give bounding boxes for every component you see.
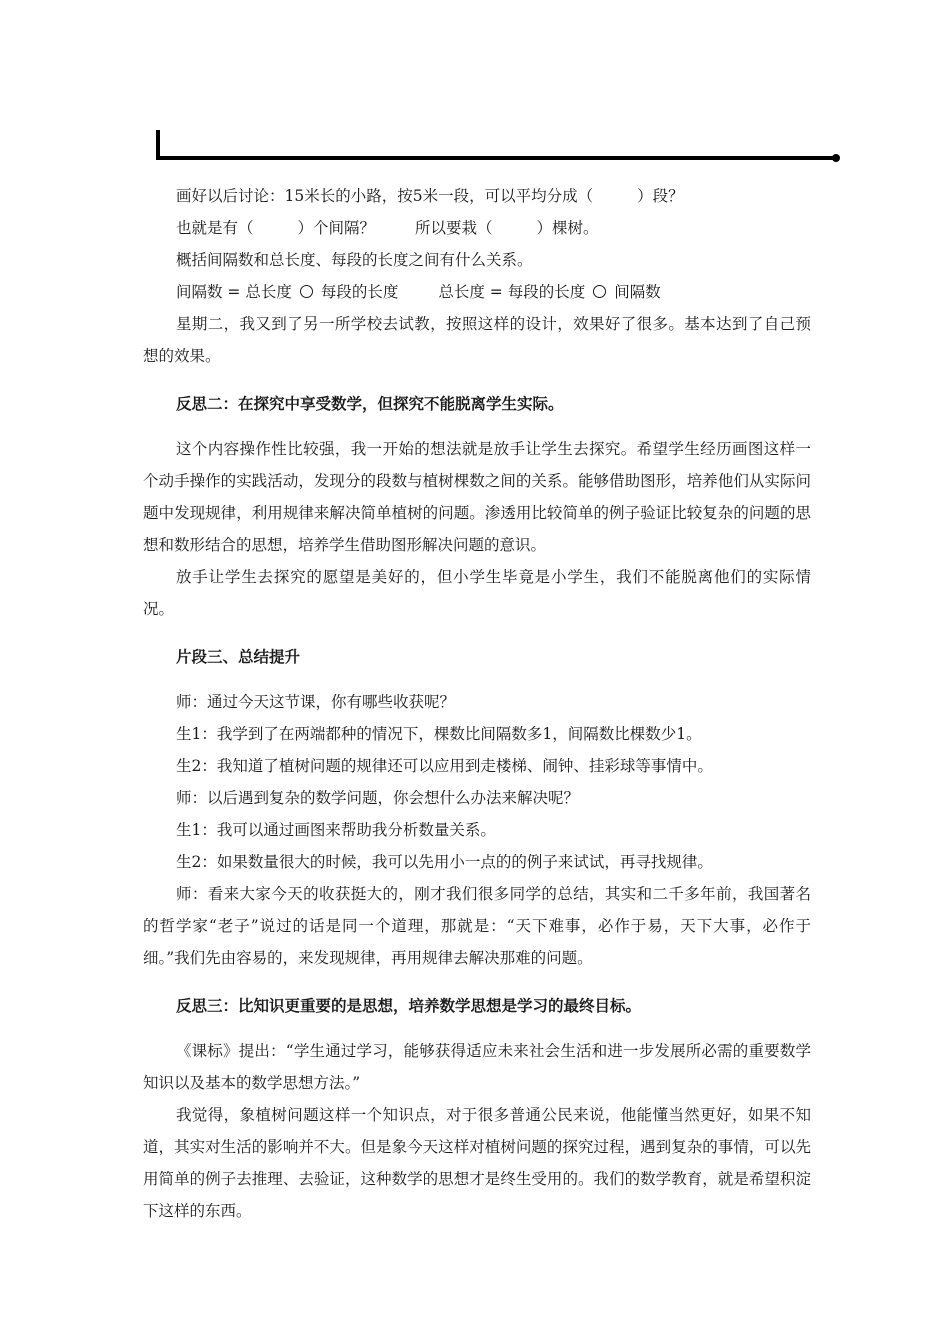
reflection2-heading: 反思二：在探究中享受数学，但探究不能脱离学生实际。 — [176, 394, 564, 413]
reflection3-heading: 反思三：比知识更重要的是思想，培养数学思想是学习的最终目标。 — [176, 996, 642, 1015]
reflection2-paragraph-1: 这个内容操作性比较强，我一开始的想法就是放手让学生去探究。希望学生经历画图这样一个动手操作的实践活动，发现分的段数与植树棵数之间的关系。能够借助图形，培养他们从实际问题中发现规律，利用规律来解决简单植树的问题。渗透用比较简单的例子验证比较复杂的问题的思想和数形结合的思想，培养学生借助图形解决问题的意识。 — [143, 440, 811, 554]
reflection2-paragraph-2: 放手让学生去探究的愿望是美好的，但小学生毕竟是小学生，我们不能脱离他们的实际情况。 — [143, 568, 811, 618]
road-end-dot — [832, 154, 840, 162]
dialogue-line: 生1：我可以通过画图来帮助我分析数量关系。 — [176, 821, 496, 839]
operator-circle-icon — [593, 285, 606, 298]
discussion-line-2: 也就是有（ ）个间隔？ 所以要栽（ ）棵树。 — [176, 219, 599, 237]
tuesday-paragraph: 星期二，我又到了另一所学校去试教，按照这样的设计，效果好了很多。基本达到了自己预想的效果。 — [143, 315, 811, 365]
formula-interval: 间隔数 = 总长度 每段的长度 — [176, 283, 399, 301]
dialogue-line: 师：通过今天这节课，你有哪些收获呢？ — [176, 693, 456, 711]
dialogue-line: 生2：如果数量很大的时候，我可以先用小一点的的例子来试试，再寻找规律。 — [176, 853, 713, 871]
reflection3-paragraph-1: 《课标》提出：“学生通过学习，能够获得适应未来社会生活和进一步发展所必需的重要数学知识以及基本的数学思想方法。” — [143, 1042, 811, 1092]
teacher-closing-paragraph: 师：看来大家今天的收获挺大的，刚才我们很多同学的总结，其实和二千多年前，我国著名的哲学家“老子”说过的话是同一个道理，那就是：“天下难事，必作于易，天下大事，必作于细。”我们先由容易的，来发现规律，再用规律去解决那难的问题。 — [143, 885, 811, 967]
road-diagram — [152, 124, 844, 166]
dialogue-line: 师：以后遇到复杂的数学问题，你会想什么办法来解决呢？ — [176, 789, 580, 807]
formula-total: 总长度 = 每段的长度 间隔数 — [438, 283, 661, 301]
operator-circle-icon — [300, 285, 313, 298]
dialogue-line: 生1：我学到了在两端都种的情况下，棵数比间隔数多1，间隔数比棵数少1。 — [176, 725, 702, 743]
discussion-line-3: 概括间隔数和总长度、每段的长度之间有什么关系。 — [176, 251, 533, 269]
discussion-line-1: 画好以后讨论：15米长的小路，按5米一段，可以平均分成（ ）段？ — [176, 187, 684, 205]
segment3-heading: 片段三、总结提升 — [176, 647, 301, 666]
dialogue-line: 生2：我知道了植树问题的规律还可以应用到走楼梯、闹钟、挂彩球等事情中。 — [176, 757, 713, 775]
formula-line — [143, 276, 811, 308]
reflection3-paragraph-2: 我觉得，象植树问题这样一个知识点，对于很多普通公民来说，他能懂当然更好，如果不知道，其实对生活的影响并不大。但是象今天这样对植树问题的探究过程，遇到复杂的事情，可以先用简单的例子去推理、去验证，这种数学的思想才是终生受用的。我们的数学教育，就是希望积淀下这样的东西。 — [143, 1106, 811, 1220]
